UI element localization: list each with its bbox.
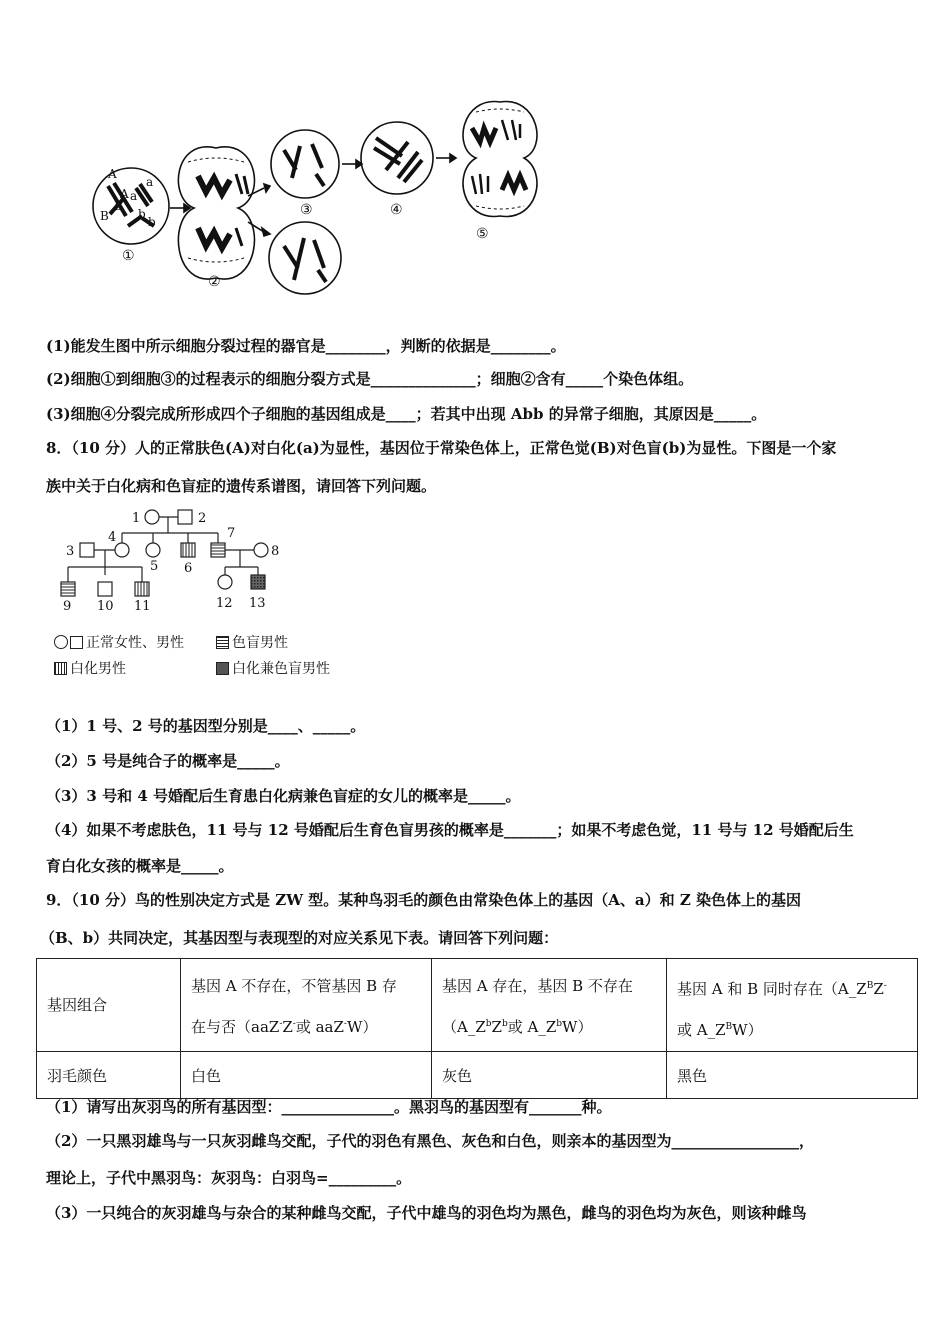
label-13: 13	[249, 596, 266, 611]
individual-10	[98, 582, 112, 596]
individual-12	[218, 575, 232, 589]
q8-intro-text: 8．（10 分）人的正常肤色(A)对白化(a)为显性，基因位于常染色体上，正常色觉(B)对色盲(b)为显性。下图是一个家	[46, 439, 837, 457]
gene-label: A	[120, 187, 129, 201]
individual-2	[178, 510, 192, 524]
cell-2	[178, 147, 254, 279]
table-value-white: 白色	[181, 1052, 432, 1099]
table-cell-a-no-b	[432, 959, 667, 1052]
q7-subquestion-1: (1)能发生图中所示细胞分裂过程的器官是________，判断的依据是________。	[46, 337, 566, 355]
pedigree-chart	[50, 502, 310, 614]
cell-label-3: ③	[300, 202, 313, 218]
q8-subquestion-4-line-2: 育白化女孩的概率是_____。	[46, 857, 234, 875]
female-normal-symbol	[54, 635, 68, 649]
cell-label-5: ⑤	[476, 226, 489, 242]
individual-1	[145, 510, 159, 524]
table-value-black: 黑色	[667, 1052, 918, 1099]
label-3: 3	[66, 544, 75, 559]
gene-label: B	[100, 209, 109, 223]
q9-intro-line-2: （B、b）共同决定，其基因型与表现型的对应关系见下表。请回答下列问题：	[40, 929, 559, 947]
label-10: 10	[97, 599, 114, 614]
cell-a-and-b-line-1: 基因 A 和 B 同时存在（$A\_Z^BZ^-$	[677, 980, 887, 998]
label-9: 9	[63, 599, 72, 614]
table-head-feather-color: 羽毛颜色	[37, 1052, 181, 1099]
gene-label: b	[148, 215, 156, 229]
cell-1	[93, 168, 169, 244]
legend-colorblind-male: 色盲男性	[232, 635, 288, 651]
q8-subquestion-4-line-1: （4）如果不考虑肤色，11 号与 12 号婚配后生育色盲男孩的概率是_______；如果不考虑色觉，11 号与 12 号婚配后生	[46, 821, 854, 839]
cell-3-upper	[271, 130, 339, 198]
label-1: 1	[132, 511, 141, 526]
label-11: 11	[134, 599, 151, 614]
q7-subquestion-3: (3)细胞④分裂完成所形成四个子细胞的基因组成是____；若其中出现 Abb 的异常子细胞，其原因是_____。	[46, 405, 767, 423]
cell-division-figure	[88, 98, 558, 298]
label-5: 5	[150, 559, 159, 574]
cell-a-and-b-text: 基因 A 和 B 同时存在（A_Z	[677, 980, 867, 998]
individual-6	[181, 543, 195, 557]
q8-intro-line-2: 族中关于白化病和色盲症的遗传系谱图，请回答下列问题。	[46, 477, 437, 495]
q8-subquestion-1: （1）1 号、2 号的基因型分别是____、_____。	[46, 717, 366, 735]
cell-3-lower	[269, 222, 341, 294]
table-value-gray: 灰色	[432, 1052, 667, 1099]
q8-subquestion-3: （3）3 号和 4 号婚配后生育患白化病兼色盲症的女儿的概率是_____。	[46, 787, 521, 805]
q9-subquestion-2-line-1: （2）一只黑羽雄鸟与一只灰羽雌鸟交配，子代的羽色有黑色、灰色和白色，则亲本的基因型为_________________，	[46, 1132, 814, 1150]
gene-label: B	[114, 199, 123, 213]
q9-subquestion-2-line-2: 理论上，子代中黑羽鸟：灰羽鸟：白羽鸟=_________。	[46, 1169, 412, 1187]
table-cell-no-a	[181, 959, 432, 1052]
table-head-gene-combination: 基因组合	[37, 959, 181, 1052]
q9-subquestion-1: （1）请写出灰羽鸟的所有基因型：_______________。黑羽鸟的基因型有_______种。	[46, 1098, 612, 1116]
male-normal-symbol	[70, 636, 83, 649]
label-8: 8	[271, 544, 280, 559]
cell-label-1: ①	[122, 248, 135, 264]
cell-5	[463, 102, 537, 217]
label-12: 12	[216, 596, 233, 611]
q7-subquestion-2: (2)细胞①到细胞③的过程表示的细胞分裂方式是______________；细胞②含有_____个染色体组。	[46, 370, 694, 388]
gene-label: A	[108, 167, 117, 181]
individual-7	[211, 543, 225, 557]
gene-label: a	[146, 175, 154, 189]
label-7: 7	[227, 526, 236, 541]
gene-label: a	[130, 189, 138, 203]
genotype-phenotype-table	[36, 958, 918, 1099]
label-4: 4	[108, 530, 117, 545]
cell-no-a-text: 在与否（aaZ	[191, 1018, 280, 1036]
individual-11	[135, 582, 149, 596]
albino-colorblind-male-symbol	[216, 662, 229, 675]
cell-a-no-b-line-2: （$A\_Z^bZ^b$或 $A\_Z^bW$）	[442, 1018, 593, 1036]
label-6: 6	[184, 561, 193, 576]
cell-no-a-line-1: 基因 A 不存在，不管基因 B 存	[191, 977, 397, 995]
individual-13	[251, 575, 265, 589]
q9-subquestion-3: （3）一只纯合的灰羽雄鸟与杂合的某种雌鸟交配，子代中雄鸟的羽色均为黑色，雌鸟的羽色均为灰色，则该种雌鸟	[46, 1204, 807, 1222]
q8-subquestion-2: （2）5 号是纯合子的概率是_____。	[46, 752, 290, 770]
cell-a-and-b-line-2: 或 $A\_Z^BW$）	[677, 1021, 763, 1039]
cell-label-2: ②	[208, 274, 221, 290]
legend-normal: 正常女性、男性	[86, 635, 184, 651]
albino-male-symbol	[54, 662, 67, 675]
individual-4	[115, 543, 129, 557]
cell-a-no-b-line-1: 基因 A 存在，基因 B 不存在	[442, 977, 633, 995]
individual-9	[61, 582, 75, 596]
individual-8	[254, 543, 268, 557]
cell-no-a-line-2: 在与否（aaZ-Z-或 aaZ-W）	[191, 1018, 378, 1036]
table-cell-a-and-b	[667, 959, 918, 1052]
individual-3	[80, 543, 94, 557]
individual-5	[146, 543, 160, 557]
legend-albino-male: 白化男性	[70, 661, 126, 677]
legend-albino-colorblind-male: 白化兼色盲男性	[232, 661, 330, 677]
label-2: 2	[198, 511, 207, 526]
gene-label: b	[138, 207, 146, 221]
q9-intro-line-1: 9．（10 分）鸟的性别决定方式是 ZW 型。某种鸟羽毛的颜色由常染色体上的基因（A、a）和 Z 染色体上的基因	[46, 891, 802, 909]
cell-label-4: ④	[390, 202, 403, 218]
colorblind-male-symbol	[216, 636, 229, 649]
q8-intro-line-1	[46, 438, 836, 458]
